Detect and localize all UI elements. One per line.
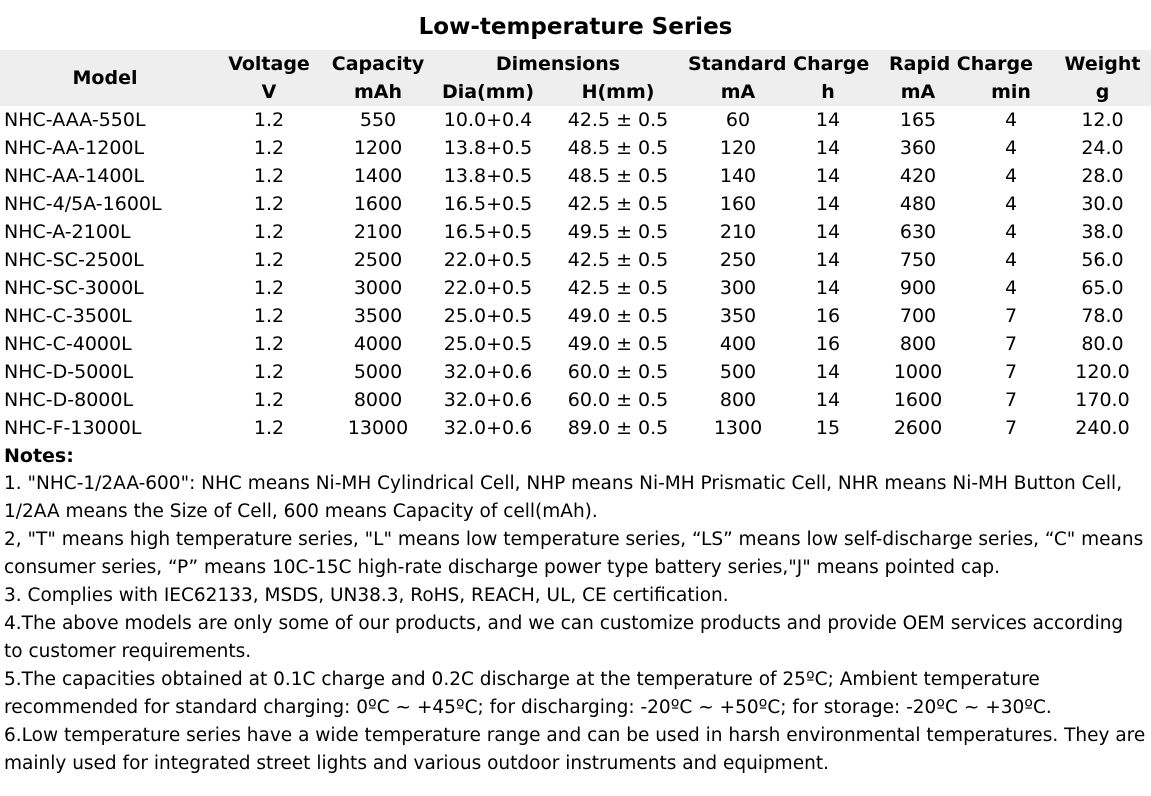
notes-list: [4, 470, 1147, 778]
cell-voltage: 1.2: [253, 221, 285, 243]
cell-rap-ma: 165: [899, 109, 937, 131]
header-capacity-unit: mAh: [353, 81, 403, 103]
cell-std-ma: 500: [719, 361, 757, 383]
cell-dia: 22.0+0.5: [443, 249, 533, 271]
cell-model: NHC-AA-1400L: [4, 165, 145, 187]
cell-dia: 10.0+0.4: [443, 109, 533, 131]
header-std-h: h: [821, 81, 835, 103]
table-row: [0, 414, 1151, 442]
cell-rap-ma: 1000: [893, 361, 943, 383]
cell-rap-ma: 750: [899, 249, 937, 271]
notes-section: [0, 442, 1151, 778]
cell-std-h: 14: [815, 137, 841, 159]
cell-rap-min: 7: [1004, 305, 1018, 327]
table-row: [0, 358, 1151, 386]
cell-dia: 13.8+0.5: [443, 137, 533, 159]
note-item: 4.The above models are only some of our products, and we can customize products and provide OEM services according to customer requirements.: [4, 613, 1124, 662]
cell-voltage: 1.2: [253, 333, 285, 355]
table-row: [0, 386, 1151, 414]
table-row: [0, 246, 1151, 274]
cell-weight: 56.0: [1081, 249, 1124, 271]
cell-h: 42.5 ± 0.5: [567, 249, 669, 271]
cell-rap-ma: 700: [899, 305, 937, 327]
cell-model: NHC-D-5000L: [4, 361, 134, 383]
cell-rap-min: 7: [1004, 389, 1018, 411]
cell-std-h: 14: [815, 193, 841, 215]
cell-std-ma: 400: [719, 333, 757, 355]
cell-h: 49.5 ± 0.5: [567, 221, 669, 243]
header-voltage: Voltage: [228, 53, 310, 75]
cell-dia: 25.0+0.5: [443, 305, 533, 327]
header-dia: Dia(mm): [441, 81, 535, 103]
cell-dia: 16.5+0.5: [443, 221, 533, 243]
cell-std-h: 15: [815, 417, 841, 439]
table-row: [0, 190, 1151, 218]
table-row: [0, 134, 1151, 162]
cell-h: 60.0 ± 0.5: [567, 389, 669, 411]
cell-std-h: 14: [815, 109, 841, 131]
cell-h: 49.0 ± 0.5: [567, 305, 669, 327]
cell-rap-min: 4: [1004, 137, 1018, 159]
cell-std-h: 14: [815, 221, 841, 243]
cell-std-ma: 350: [719, 305, 757, 327]
cell-capacity: 2100: [353, 221, 403, 243]
header-voltage-unit: V: [261, 81, 277, 103]
note-item: 6.Low temperature series have a wide temperature range and can be used in harsh environmental temperatures. They are mainly used for integrated street lights and various outdoor instruments and equipment.: [4, 725, 1146, 774]
cell-std-ma: 120: [719, 137, 757, 159]
cell-weight: 120.0: [1075, 361, 1130, 383]
cell-h: 48.5 ± 0.5: [567, 165, 669, 187]
cell-rap-ma: 360: [899, 137, 937, 159]
cell-h: 42.5 ± 0.5: [567, 277, 669, 299]
header-std-ma: mA: [720, 81, 756, 103]
cell-capacity: 3500: [353, 305, 403, 327]
cell-rap-ma: 2600: [893, 417, 943, 439]
table-body: [0, 106, 1151, 442]
cell-dia: 32.0+0.6: [443, 417, 533, 439]
cell-weight: 170.0: [1075, 389, 1130, 411]
cell-dia: 32.0+0.6: [443, 361, 533, 383]
cell-capacity: 8000: [353, 389, 403, 411]
cell-rap-min: 4: [1004, 221, 1018, 243]
cell-std-ma: 250: [719, 249, 757, 271]
header-dimensions: Dimensions: [495, 53, 621, 75]
note-item: 2, "T" means high temperature series, "L" means low temperature series, “LS” means low self-discharge series, “C" means consumer series, “P” means 10C-15C high-rate discharge power type battery series,"J" means pointed cap.: [4, 529, 1144, 578]
header-rap-ma: mA: [900, 81, 936, 103]
cell-std-ma: 140: [719, 165, 757, 187]
cell-capacity: 3000: [353, 277, 403, 299]
cell-model: NHC-AAA-550L: [4, 109, 146, 131]
cell-rap-min: 4: [1004, 193, 1018, 215]
cell-weight: 30.0: [1081, 193, 1124, 215]
cell-model: NHC-C-3500L: [4, 305, 132, 327]
cell-rap-ma: 800: [899, 333, 937, 355]
cell-model: NHC-AA-1200L: [4, 137, 145, 159]
cell-weight: 80.0: [1081, 333, 1124, 355]
table-row: [0, 302, 1151, 330]
cell-model: NHC-SC-3000L: [4, 277, 144, 299]
cell-std-ma: 300: [719, 277, 757, 299]
cell-voltage: 1.2: [253, 137, 285, 159]
table-row: [0, 330, 1151, 358]
cell-model: NHC-A-2100L: [4, 221, 131, 243]
cell-std-h: 14: [815, 165, 841, 187]
cell-voltage: 1.2: [253, 165, 285, 187]
cell-std-h: 14: [815, 277, 841, 299]
header-rap-min: min: [991, 81, 1031, 103]
cell-rap-ma: 420: [899, 165, 937, 187]
table-row: [0, 274, 1151, 302]
cell-rap-ma: 1600: [893, 389, 943, 411]
cell-dia: 22.0+0.5: [443, 277, 533, 299]
cell-rap-min: 4: [1004, 249, 1018, 271]
cell-weight: 240.0: [1075, 417, 1130, 439]
cell-h: 48.5 ± 0.5: [567, 137, 669, 159]
cell-rap-min: 7: [1004, 361, 1018, 383]
cell-capacity: 13000: [347, 417, 409, 439]
cell-weight: 78.0: [1081, 305, 1124, 327]
cell-rap-min: 4: [1004, 109, 1018, 131]
cell-rap-min: 7: [1004, 333, 1018, 355]
cell-voltage: 1.2: [253, 193, 285, 215]
table-header: [0, 50, 1151, 106]
cell-dia: 32.0+0.6: [443, 389, 533, 411]
cell-rap-ma: 480: [899, 193, 937, 215]
cell-model: NHC-F-13000L: [4, 417, 142, 439]
cell-std-h: 14: [815, 249, 841, 271]
cell-std-ma: 160: [719, 193, 757, 215]
cell-weight: 28.0: [1081, 165, 1124, 187]
cell-std-ma: 60: [725, 109, 751, 131]
cell-std-ma: 800: [719, 389, 757, 411]
header-standard-charge: Standard Charge: [688, 53, 870, 75]
cell-weight: 38.0: [1081, 221, 1124, 243]
cell-std-h: 14: [815, 389, 841, 411]
cell-voltage: 1.2: [253, 305, 285, 327]
cell-model: NHC-C-4000L: [4, 333, 132, 355]
header-weight: Weight: [1064, 53, 1141, 75]
cell-std-h: 14: [815, 361, 841, 383]
cell-rap-min: 4: [1004, 277, 1018, 299]
note-item: 3. Complies with IEC62133, MSDS, UN38.3, RoHS, REACH, UL, CE certification.: [4, 585, 729, 606]
header-rapid-charge: Rapid Charge: [889, 53, 1033, 75]
table-row: [0, 162, 1151, 190]
cell-capacity: 550: [359, 109, 397, 131]
cell-capacity: 4000: [353, 333, 403, 355]
cell-weight: 65.0: [1081, 277, 1124, 299]
page-title: Low-temperature Series: [418, 14, 733, 40]
cell-h: 42.5 ± 0.5: [567, 109, 669, 131]
spec-table: [0, 50, 1151, 442]
cell-voltage: 1.2: [253, 109, 285, 131]
cell-h: 49.0 ± 0.5: [567, 333, 669, 355]
note-item: 5.The capacities obtained at 0.1C charge and 0.2C discharge at the temperature of 25ºC; Ambient temperature recommended for standard charging: 0ºC ~ +45ºC; for discharging: -20ºC ~ +50ºC; for storage: -20ºC ~ +30ºC.: [4, 669, 1052, 718]
cell-std-h: 16: [815, 333, 841, 355]
cell-voltage: 1.2: [253, 249, 285, 271]
cell-weight: 24.0: [1081, 137, 1124, 159]
cell-capacity: 1200: [353, 137, 403, 159]
cell-rap-ma: 900: [899, 277, 937, 299]
header-capacity: Capacity: [331, 53, 425, 75]
cell-capacity: 1400: [353, 165, 403, 187]
cell-rap-ma: 630: [899, 221, 937, 243]
cell-dia: 16.5+0.5: [443, 193, 533, 215]
cell-std-ma: 1300: [713, 417, 763, 439]
cell-capacity: 2500: [353, 249, 403, 271]
cell-dia: 25.0+0.5: [443, 333, 533, 355]
cell-h: 60.0 ± 0.5: [567, 361, 669, 383]
table-row: [0, 218, 1151, 246]
cell-dia: 13.8+0.5: [443, 165, 533, 187]
header-height: H(mm): [581, 81, 655, 103]
cell-voltage: 1.2: [253, 361, 285, 383]
cell-std-h: 16: [815, 305, 841, 327]
cell-capacity: 5000: [353, 361, 403, 383]
cell-h: 89.0 ± 0.5: [567, 417, 669, 439]
cell-model: NHC-D-8000L: [4, 389, 134, 411]
cell-voltage: 1.2: [253, 277, 285, 299]
cell-std-ma: 210: [719, 221, 757, 243]
cell-voltage: 1.2: [253, 417, 285, 439]
cell-model: NHC-SC-2500L: [4, 249, 144, 271]
cell-rap-min: 4: [1004, 165, 1018, 187]
note-item: 1. "NHC-1/2AA-600": NHC means Ni-MH Cylindrical Cell, NHP means Ni-MH Prismatic Cell, NHR means Ni-MH Button Cell, 1/2AA means the Size of Cell, 600 means Capacity of cell(mAh).: [4, 473, 1123, 522]
cell-h: 42.5 ± 0.5: [567, 193, 669, 215]
cell-model: NHC-4/5A-1600L: [4, 193, 162, 215]
header-weight-unit: g: [1095, 81, 1110, 103]
cell-rap-min: 7: [1004, 417, 1018, 439]
notes-heading: Notes:: [4, 445, 74, 467]
header-model: Model: [72, 67, 138, 89]
cell-voltage: 1.2: [253, 389, 285, 411]
cell-weight: 12.0: [1081, 109, 1124, 131]
cell-capacity: 1600: [353, 193, 403, 215]
table-row: [0, 106, 1151, 134]
